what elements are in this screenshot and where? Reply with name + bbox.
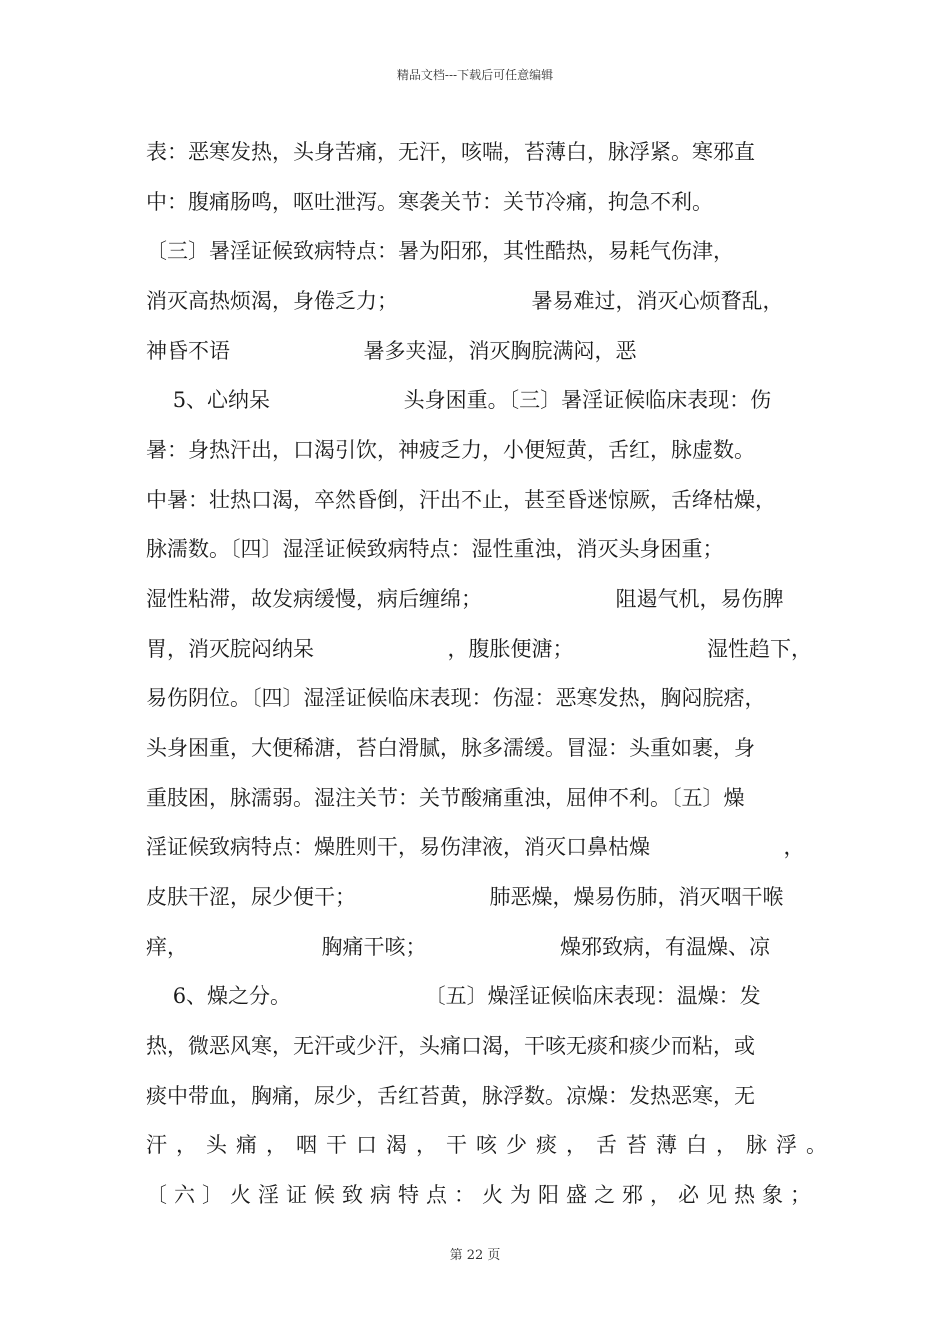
text-line: 汗，头痛，咽干口渴，干咳少痰，舌苔薄白，脉浮。	[146, 1133, 836, 1157]
text-line: 淫证候致病特点：燥胜则干，易伤津液，消灭口鼻枯燥 ，	[146, 835, 805, 859]
text-line: 胃，消灭脘闷纳呆 ，腹胀便溏； 湿性趋下，	[146, 637, 813, 661]
text-line: 湿性粘滞，故发病缓慢，病后缠绵； 阻遏气机，易伤脾	[146, 587, 784, 611]
text-line: 暑：身热汗出，口渴引饮，神疲乏力，小便短黄，舌红，脉虚数。	[146, 438, 755, 462]
text-line: 表：恶寒发热，头身苦痛，无汗，咳喘，苔薄白，脉浮紧。寒邪直	[146, 140, 755, 164]
page-number: 第 22 页	[449, 1248, 501, 1263]
text-line: 消灭高热烦渴，身倦乏力； 暑易难过，消灭心烦瞀乱，	[146, 289, 784, 313]
text-line: 痒， 胸痛干咳； 燥邪致病，有温燥、凉	[146, 935, 771, 959]
text-line: 6、燥之分。 〔五〕燥淫证候临床表现：温燥：发	[146, 984, 761, 1008]
text-line: 中暑：壮热口渴，卒然昏倒，汗出不止，甚至昏迷惊厥，舌绛枯燥，	[146, 488, 776, 512]
text-line: 〔三〕暑淫证候致病特点：暑为阳邪，其性酷热，易耗气伤津，	[146, 239, 734, 263]
text-line: 〔六〕火淫证候致病特点：火为阳盛之邪，必见热象；	[146, 1183, 818, 1207]
text-line: 痰中带血，胸痛，尿少，舌红苔黄，脉浮数。凉燥：发热恶寒，无	[146, 1084, 755, 1108]
text-line: 脉濡数。〔四〕湿淫证候致病特点：湿性重浊，消灭头身困重；	[146, 537, 724, 561]
text-line: 5、心纳呆 头身困重。〔三〕暑淫证候临床表现：伤	[146, 388, 772, 412]
text-line: 头身困重，大便稀溏，苔白滑腻，脉多濡缓。冒湿：头重如裹，身	[146, 736, 755, 760]
text-line: 皮肤干涩，尿少便干； 肺恶燥，燥易伤肺，消灭咽干喉	[146, 885, 784, 909]
text-line: 易伤阴位。〔四〕湿淫证候临床表现：伤湿：恶寒发热，胸闷脘痞，	[146, 686, 766, 710]
text-line: 重肢困，脉濡弱。湿注关节：关节酸痛重浊，屈伸不利。〔五〕燥	[146, 786, 745, 810]
page-header: 精品文档---下载后可任意编辑	[396, 68, 554, 82]
text-line: 中：腹痛肠鸣，呕吐泄泻。寒袭关节：关节冷痛，拘急不利。	[146, 190, 713, 214]
text-line: 神昏不语 暑多夹湿，消灭胸脘满闷，恶	[146, 339, 637, 363]
text-line: 热，微恶风寒，无汗或少汗，头痛口渴，干咳无痰和痰少而粘，或	[146, 1034, 755, 1058]
